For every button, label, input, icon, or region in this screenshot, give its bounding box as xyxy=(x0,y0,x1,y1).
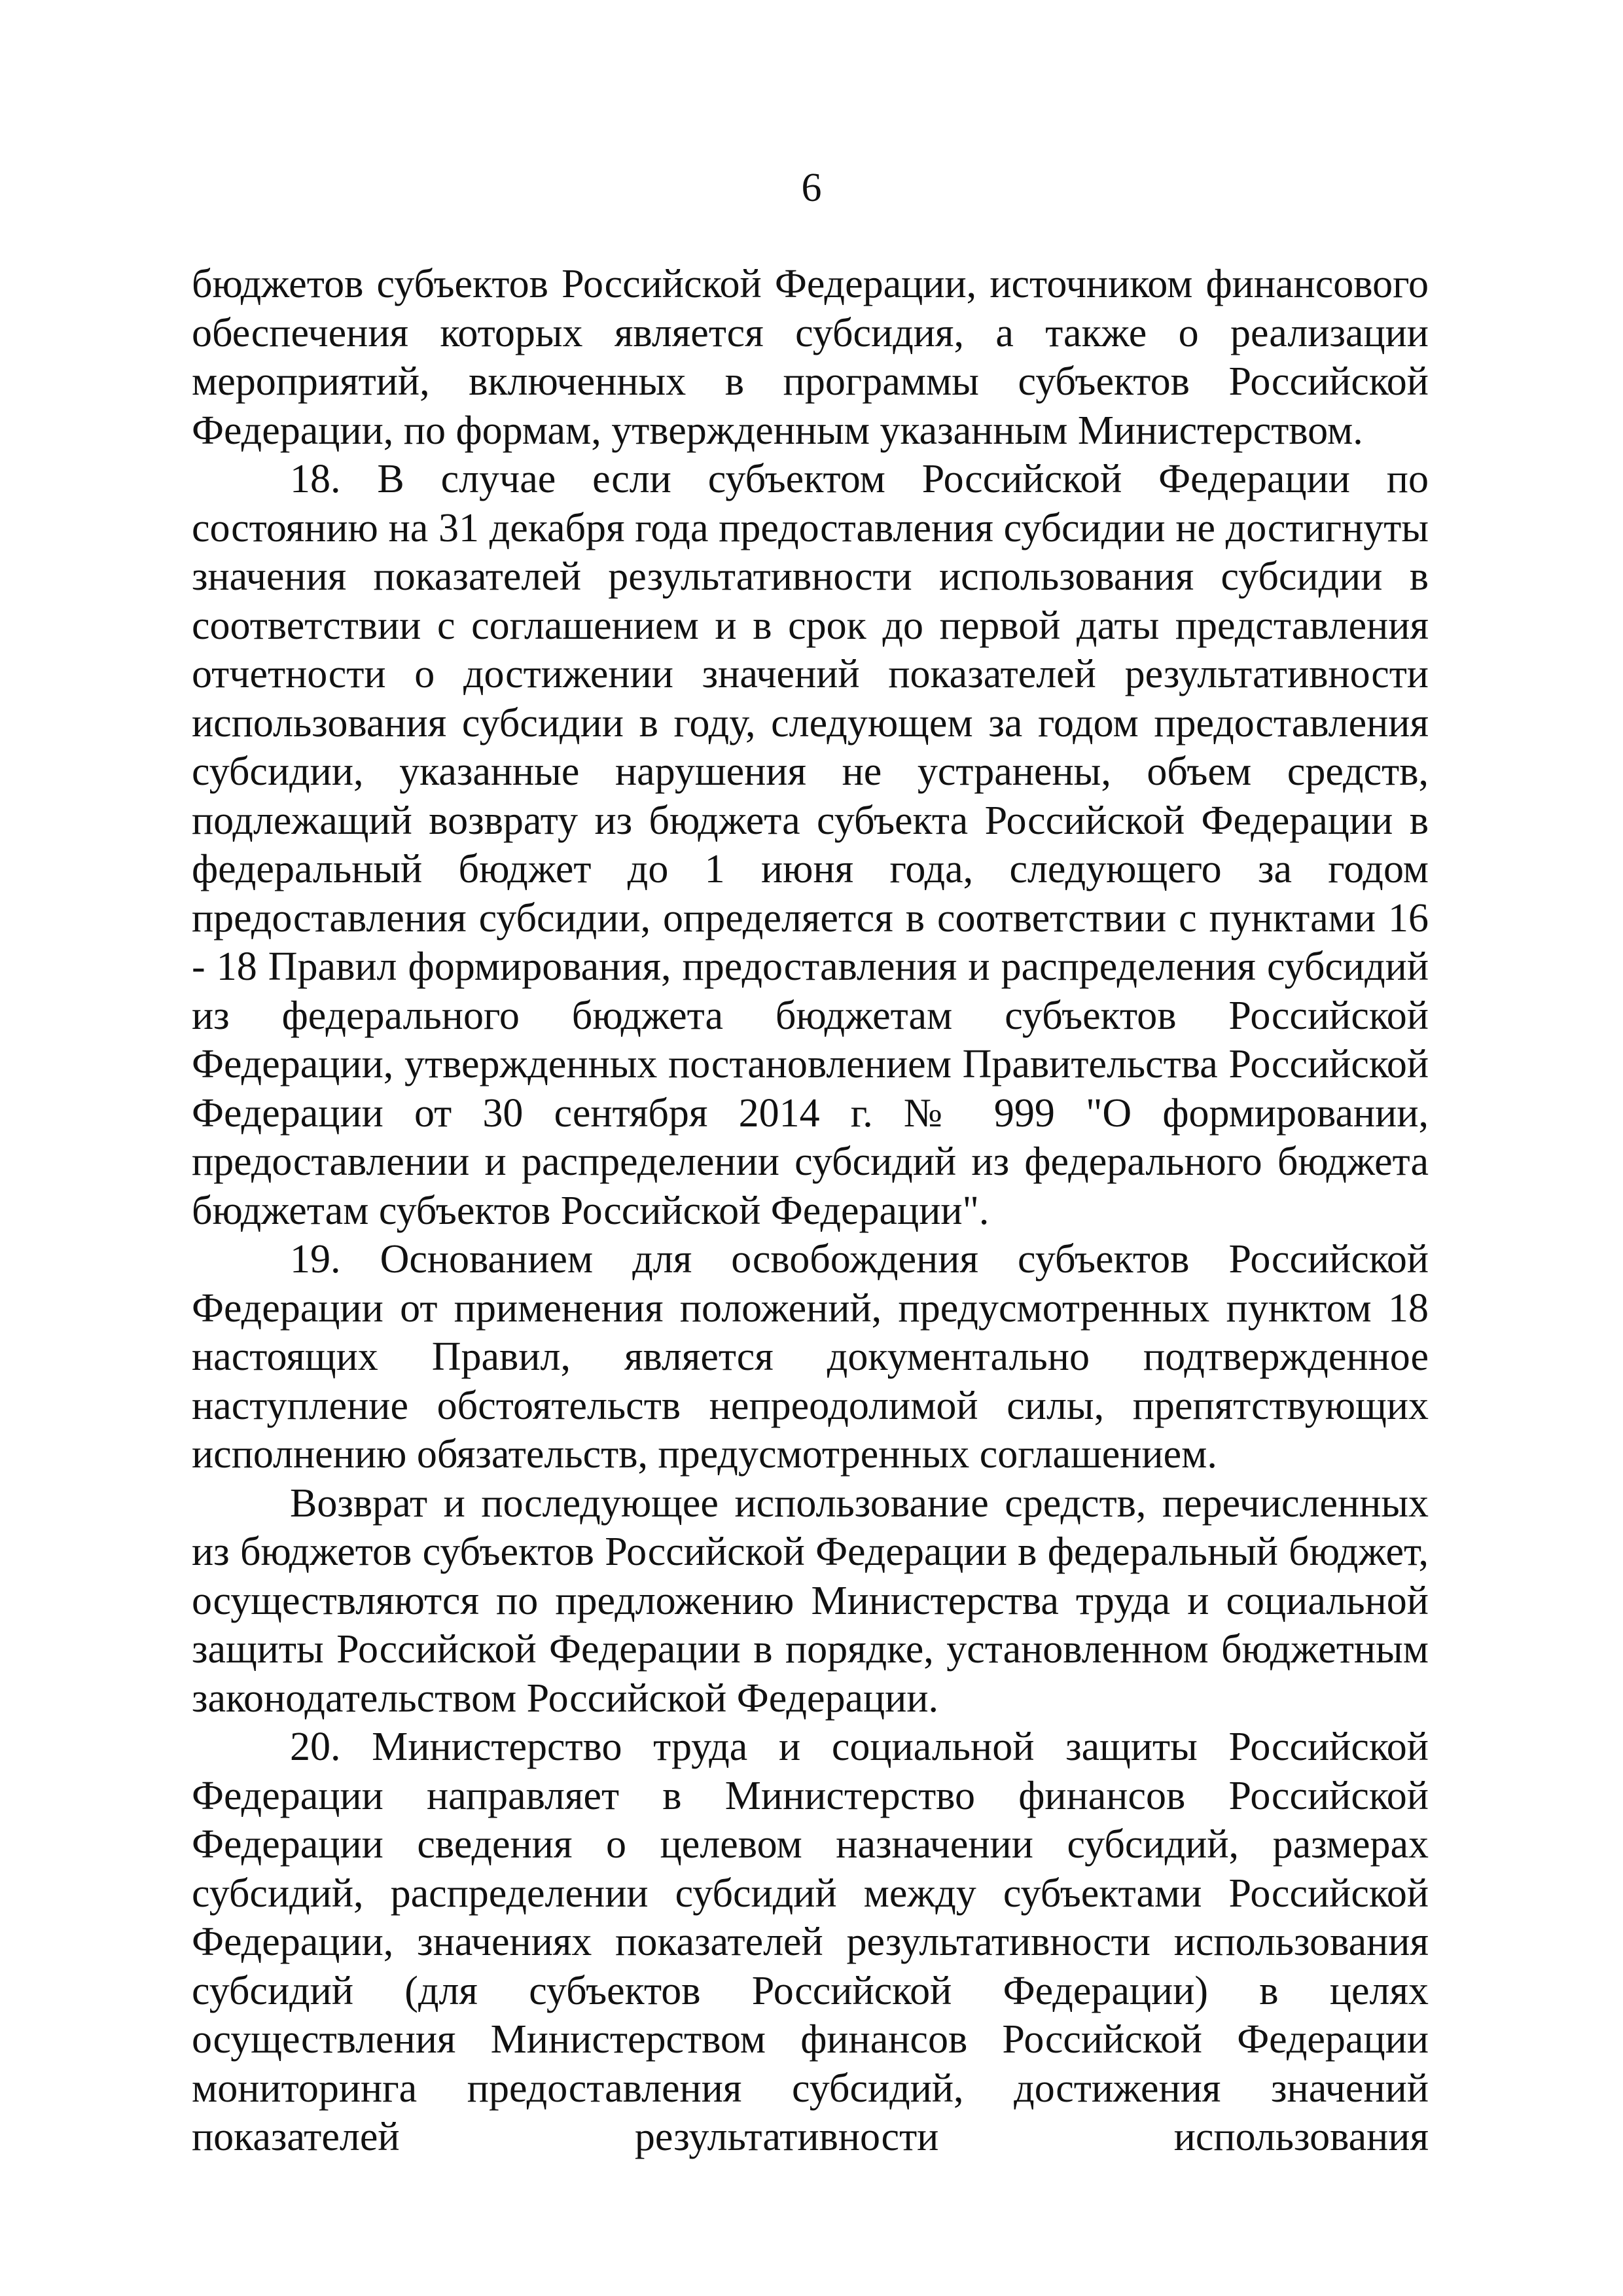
paragraph-18: 18. В случае если субъектом Российской Федерации по состоянию на 31 декабря года предоставления субсидии не достигнуты значения показателей результативности использования субсидии в соответствии с соглашением и в срок до первой даты представления отчетности о достижении значений показателей результативности использования субсидии в году, следующем за годом предоставления субсидии, указанные нарушения не устранены, объем средств, подлежащий возврату из бюджета субъекта Российской Федерации в федеральный бюджет до 1 июня года, следующего за годом предоставления субсидии, определяется в соответствии с пунктами 16 - 18 Правил формирования, предоставления и распределения субсидий из федерального бюджета бюджетам субъектов Российской Федерации, утвержденных постановлением Правительства Российской Федерации от 30 сентября 2014 г. № 999 "О формировании, предоставлении и распределении субсидий из федерального бюджета бюджетам субъектов Российской Федерации". xyxy=(192,457,1429,1233)
paragraph-20: 20. Министерство труда и социальной защиты Российской Федерации направляет в Министерство финансов Российской Федерации сведения о целевом назначении субсидий, размерах субсидий, распределении субсидий между субъектами Российской Федерации, значениях показателей результативности использования субсидий (для субъектов Российской Федерации) в целях осуществления Министерством финансов Российской Федерации мониторинга предоставления субсидий, достижения значений показателей результативности использования xyxy=(192,1725,1429,2159)
paragraph-continuation: бюджетов субъектов Российской Федерации, источником финансового обеспечения которых является субсидия, а также о реализации мероприятий, включенных в программы субъектов Российской Федерации, по формам, утвержденным указанным Министерством. xyxy=(192,262,1429,453)
paragraph-19: 19. Основанием для освобождения субъектов Российской Федерации от применения положений, предусмотренных пунктом 18 настоящих Правил, является документально подтвержденное наступление обстоятельств непреодолимой силы, препятствующих исполнению обязательств, предусмотренных соглашением. xyxy=(192,1237,1429,1477)
paragraph-refund: Возврат и последующее использование средств, перечисленных из бюджетов субъектов Российской Федерации в федеральный бюджет, осуществляются по предложению Министерства труда и социальной защиты Российской Федерации в порядке, установленном бюджетным законодательством Российской Федерации. xyxy=(192,1480,1429,1721)
document-body xyxy=(192,260,1429,2162)
page-number: 6 xyxy=(801,166,822,210)
